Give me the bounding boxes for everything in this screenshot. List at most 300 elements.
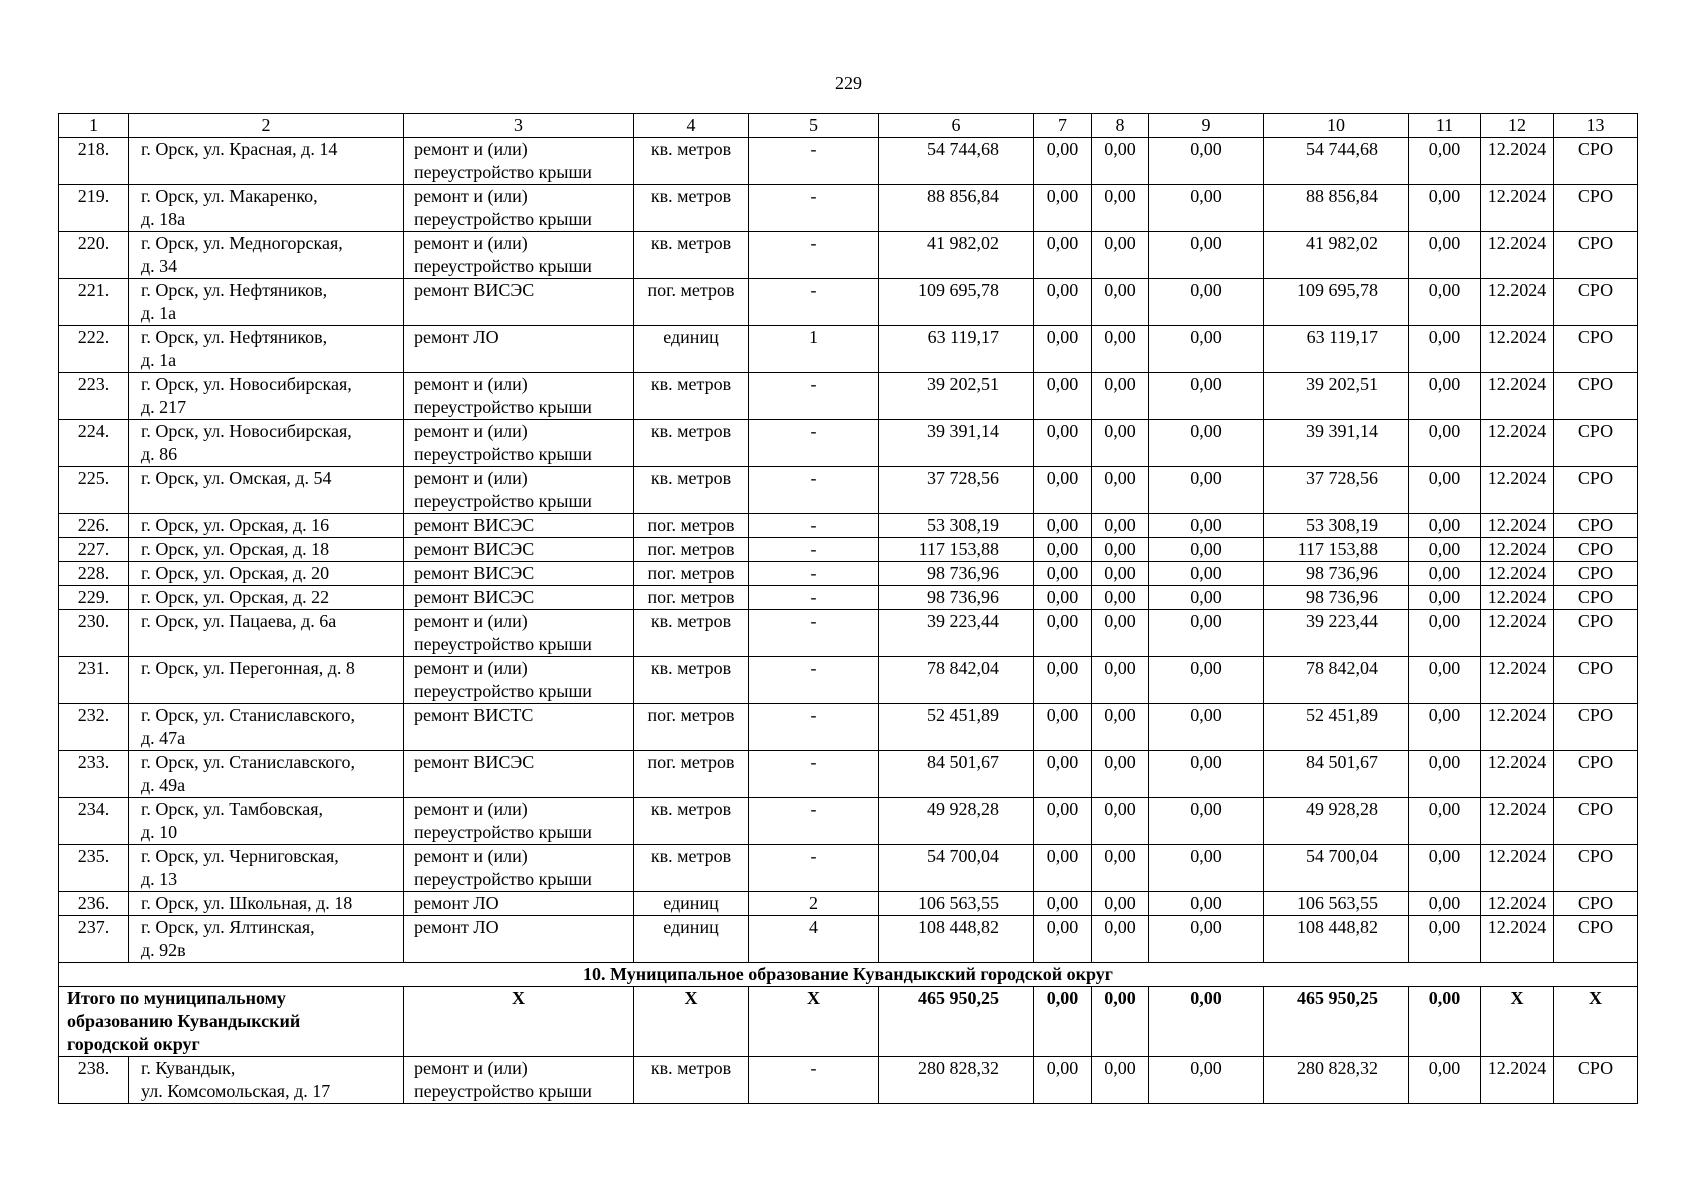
table-row xyxy=(59,232,1638,279)
total-cost-cell: 109 695,78 xyxy=(879,279,1034,326)
col9-cell: 0,00 xyxy=(1149,420,1264,467)
col9-cell: 0,00 xyxy=(1149,704,1264,751)
col9-cell: 0,00 xyxy=(1149,657,1264,704)
col11-cell: 0,00 xyxy=(1409,845,1481,892)
col8-cell: 0,00 xyxy=(1092,138,1149,185)
col7-cell: 0,00 xyxy=(1034,610,1092,657)
deadline-cell: 12.2024 xyxy=(1481,538,1554,562)
row-number: 224. xyxy=(59,420,129,467)
quantity-cell: - xyxy=(749,373,879,420)
col11-cell: 0,00 xyxy=(1409,538,1481,562)
unit-cell: кв. метров xyxy=(634,1057,749,1104)
total-cost-cell: 78 842,04 xyxy=(879,657,1034,704)
row-number: 227. xyxy=(59,538,129,562)
deadline-cell: 12.2024 xyxy=(1481,892,1554,916)
total-row xyxy=(59,987,1638,1057)
method-cell: СРО xyxy=(1554,514,1638,538)
method-cell: СРО xyxy=(1554,610,1638,657)
col9-cell: 0,00 xyxy=(1149,892,1264,916)
address-cell: г. Орск, ул. Тамбовская, д. 10 xyxy=(129,798,404,845)
method-cell: СРО xyxy=(1554,798,1638,845)
col7-cell: 0,00 xyxy=(1034,514,1092,538)
row-number: 237. xyxy=(59,916,129,963)
quantity-cell: - xyxy=(749,657,879,704)
quantity-cell: - xyxy=(749,751,879,798)
row-number: 235. xyxy=(59,845,129,892)
col7-cell: 0,00 xyxy=(1034,798,1092,845)
method-cell: СРО xyxy=(1554,326,1638,373)
unit-cell: кв. метров xyxy=(634,845,749,892)
work-type-cell: ремонт ЛО xyxy=(404,326,634,373)
quantity-cell: - xyxy=(749,538,879,562)
col11-cell: 0,00 xyxy=(1409,279,1481,326)
method-cell: СРО xyxy=(1554,845,1638,892)
address-cell: г. Орск, ул. Орская, д. 22 xyxy=(129,586,404,610)
deadline-cell: 12.2024 xyxy=(1481,845,1554,892)
deadline-cell: 12.2024 xyxy=(1481,916,1554,963)
work-type-cell: ремонт ВИСЭС xyxy=(404,514,634,538)
method-cell: СРО xyxy=(1554,373,1638,420)
method-cell: СРО xyxy=(1554,1057,1638,1104)
address-cell: г. Орск, ул. Школьная, д. 18 xyxy=(129,892,404,916)
unit-cell: кв. метров xyxy=(634,232,749,279)
col11-cell: 0,00 xyxy=(1409,892,1481,916)
unit-cell: кв. метров xyxy=(634,467,749,514)
col9-cell: 0,00 xyxy=(1149,562,1264,586)
table-row xyxy=(59,467,1638,514)
col7-cell: 0,00 xyxy=(1034,562,1092,586)
table-row xyxy=(59,610,1638,657)
total-cost-cell: 106 563,55 xyxy=(879,892,1034,916)
column-number-13: 13 xyxy=(1554,114,1638,138)
deadline-cell: 12.2024 xyxy=(1481,586,1554,610)
col10-cell: 63 119,17 xyxy=(1264,326,1409,373)
col9-cell: 0,00 xyxy=(1149,751,1264,798)
row-number: 236. xyxy=(59,892,129,916)
work-type-cell: ремонт и (или) переустройство крыши xyxy=(404,185,634,232)
table-row xyxy=(59,420,1638,467)
address-cell: г. Орск, ул. Новосибирская, д. 86 xyxy=(129,420,404,467)
col11-cell: 0,00 xyxy=(1409,420,1481,467)
col7-cell: 0,00 xyxy=(1034,185,1092,232)
col8-cell: 0,00 xyxy=(1092,467,1149,514)
method-cell: СРО xyxy=(1554,586,1638,610)
quantity-cell: - xyxy=(749,845,879,892)
table-row xyxy=(59,751,1638,798)
column-number-5: 5 xyxy=(749,114,879,138)
deadline-cell: 12.2024 xyxy=(1481,138,1554,185)
work-type-cell: ремонт ВИСЭС xyxy=(404,562,634,586)
work-type-cell: ремонт и (или) переустройство крыши xyxy=(404,420,634,467)
table-row xyxy=(59,562,1638,586)
col8-cell: 0,00 xyxy=(1092,1057,1149,1104)
work-type-cell: ремонт и (или) переустройство крыши xyxy=(404,467,634,514)
column-number-8: 8 xyxy=(1092,114,1149,138)
quantity-cell: - xyxy=(749,514,879,538)
row-number: 221. xyxy=(59,279,129,326)
total-cost-cell: 280 828,32 xyxy=(879,1057,1034,1104)
col8-cell: 0,00 xyxy=(1092,326,1149,373)
col8-cell: 0,00 xyxy=(1092,704,1149,751)
quantity-cell: - xyxy=(749,562,879,586)
total-col5: Х xyxy=(749,987,879,1057)
row-number: 232. xyxy=(59,704,129,751)
quantity-cell: - xyxy=(749,185,879,232)
deadline-cell: 12.2024 xyxy=(1481,1057,1554,1104)
col7-cell: 0,00 xyxy=(1034,892,1092,916)
total-cost-cell: 63 119,17 xyxy=(879,326,1034,373)
work-type-cell: ремонт ЛО xyxy=(404,892,634,916)
col9-cell: 0,00 xyxy=(1149,232,1264,279)
deadline-cell: 12.2024 xyxy=(1481,232,1554,279)
col11-cell: 0,00 xyxy=(1409,185,1481,232)
address-cell: г. Орск, ул. Перегонная, д. 8 xyxy=(129,657,404,704)
col8-cell: 0,00 xyxy=(1092,514,1149,538)
method-cell: СРО xyxy=(1554,892,1638,916)
column-number-11: 11 xyxy=(1409,114,1481,138)
col11-cell: 0,00 xyxy=(1409,138,1481,185)
deadline-cell: 12.2024 xyxy=(1481,657,1554,704)
column-number-7: 7 xyxy=(1034,114,1092,138)
deadline-cell: 12.2024 xyxy=(1481,514,1554,538)
total-col13: Х xyxy=(1554,987,1638,1057)
quantity-cell: - xyxy=(749,610,879,657)
row-number: 226. xyxy=(59,514,129,538)
col10-cell: 39 202,51 xyxy=(1264,373,1409,420)
total-cost-cell: 53 308,19 xyxy=(879,514,1034,538)
work-type-cell: ремонт ВИСЭС xyxy=(404,751,634,798)
row-number: 218. xyxy=(59,138,129,185)
unit-cell: кв. метров xyxy=(634,610,749,657)
unit-cell: кв. метров xyxy=(634,657,749,704)
method-cell: СРО xyxy=(1554,185,1638,232)
col7-cell: 0,00 xyxy=(1034,916,1092,963)
deadline-cell: 12.2024 xyxy=(1481,467,1554,514)
address-cell: г. Орск, ул. Медногорская, д. 34 xyxy=(129,232,404,279)
column-number-2: 2 xyxy=(129,114,404,138)
table-row xyxy=(59,704,1638,751)
section-heading-row xyxy=(59,963,1638,987)
col7-cell: 0,00 xyxy=(1034,138,1092,185)
address-cell: г. Орск, ул. Нефтяников, д. 1а xyxy=(129,326,404,373)
col10-cell: 84 501,67 xyxy=(1264,751,1409,798)
col11-cell: 0,00 xyxy=(1409,326,1481,373)
total-cost-cell: 54 700,04 xyxy=(879,845,1034,892)
col10-cell: 117 153,88 xyxy=(1264,538,1409,562)
col11-cell: 0,00 xyxy=(1409,467,1481,514)
section-heading: 10. Муниципальное образование Кувандыкский городской округ xyxy=(59,963,1638,987)
row-number: 222. xyxy=(59,326,129,373)
total-cost-cell: 49 928,28 xyxy=(879,798,1034,845)
total-label: Итого по муниципальному образованию Кувандыкский городской округ xyxy=(59,987,404,1057)
method-cell: СРО xyxy=(1554,657,1638,704)
col7-cell: 0,00 xyxy=(1034,279,1092,326)
col10-cell: 109 695,78 xyxy=(1264,279,1409,326)
col8-cell: 0,00 xyxy=(1092,845,1149,892)
col8-cell: 0,00 xyxy=(1092,562,1149,586)
deadline-cell: 12.2024 xyxy=(1481,185,1554,232)
col9-cell: 0,00 xyxy=(1149,610,1264,657)
deadline-cell: 12.2024 xyxy=(1481,751,1554,798)
col8-cell: 0,00 xyxy=(1092,657,1149,704)
quantity-cell: - xyxy=(749,798,879,845)
unit-cell: кв. метров xyxy=(634,185,749,232)
address-cell: г. Орск, ул. Ялтинская, д. 92в xyxy=(129,916,404,963)
total-col11: 0,00 xyxy=(1409,987,1481,1057)
work-type-cell: ремонт и (или) переустройство крыши xyxy=(404,798,634,845)
col7-cell: 0,00 xyxy=(1034,326,1092,373)
method-cell: СРО xyxy=(1554,232,1638,279)
quantity-cell: - xyxy=(749,279,879,326)
col7-cell: 0,00 xyxy=(1034,1057,1092,1104)
col10-cell: 39 391,14 xyxy=(1264,420,1409,467)
column-number-4: 4 xyxy=(634,114,749,138)
quantity-cell: - xyxy=(749,467,879,514)
method-cell: СРО xyxy=(1554,138,1638,185)
col10-cell: 98 736,96 xyxy=(1264,562,1409,586)
col11-cell: 0,00 xyxy=(1409,657,1481,704)
col8-cell: 0,00 xyxy=(1092,279,1149,326)
row-number: 228. xyxy=(59,562,129,586)
method-cell: СРО xyxy=(1554,562,1638,586)
col9-cell: 0,00 xyxy=(1149,798,1264,845)
work-type-cell: ремонт и (или) переустройство крыши xyxy=(404,1057,634,1104)
work-type-cell: ремонт ЛО xyxy=(404,916,634,963)
total-col8: 0,00 xyxy=(1092,987,1149,1057)
column-number-9: 9 xyxy=(1149,114,1264,138)
col7-cell: 0,00 xyxy=(1034,657,1092,704)
unit-cell: пог. метров xyxy=(634,279,749,326)
table-row xyxy=(59,185,1638,232)
unit-cell: пог. метров xyxy=(634,538,749,562)
address-cell: г. Орск, ул. Омская, д. 54 xyxy=(129,467,404,514)
col11-cell: 0,00 xyxy=(1409,751,1481,798)
total-col7: 0,00 xyxy=(1034,987,1092,1057)
col9-cell: 0,00 xyxy=(1149,138,1264,185)
total-cost-cell: 117 153,88 xyxy=(879,538,1034,562)
total-cost-cell: 41 982,02 xyxy=(879,232,1034,279)
col7-cell: 0,00 xyxy=(1034,704,1092,751)
total-cost-cell: 88 856,84 xyxy=(879,185,1034,232)
unit-cell: пог. метров xyxy=(634,751,749,798)
row-number: 230. xyxy=(59,610,129,657)
col8-cell: 0,00 xyxy=(1092,586,1149,610)
col10-cell: 280 828,32 xyxy=(1264,1057,1409,1104)
total-col9: 0,00 xyxy=(1149,987,1264,1057)
address-cell: г. Орск, ул. Пацаева, д. 6а xyxy=(129,610,404,657)
col8-cell: 0,00 xyxy=(1092,610,1149,657)
unit-cell: единиц xyxy=(634,326,749,373)
program-table xyxy=(58,113,1638,1104)
method-cell: СРО xyxy=(1554,467,1638,514)
deadline-cell: 12.2024 xyxy=(1481,326,1554,373)
deadline-cell: 12.2024 xyxy=(1481,610,1554,657)
total-col3: Х xyxy=(404,987,634,1057)
col9-cell: 0,00 xyxy=(1149,514,1264,538)
unit-cell: кв. метров xyxy=(634,373,749,420)
col7-cell: 0,00 xyxy=(1034,373,1092,420)
deadline-cell: 12.2024 xyxy=(1481,798,1554,845)
col7-cell: 0,00 xyxy=(1034,467,1092,514)
col8-cell: 0,00 xyxy=(1092,232,1149,279)
address-cell: г. Орск, ул. Орская, д. 16 xyxy=(129,514,404,538)
unit-cell: единиц xyxy=(634,892,749,916)
col9-cell: 0,00 xyxy=(1149,1057,1264,1104)
col7-cell: 0,00 xyxy=(1034,845,1092,892)
table-row xyxy=(59,138,1638,185)
row-number: 223. xyxy=(59,373,129,420)
quantity-cell: - xyxy=(749,232,879,279)
address-cell: г. Орск, ул. Орская, д. 20 xyxy=(129,562,404,586)
col10-cell: 37 728,56 xyxy=(1264,467,1409,514)
unit-cell: пог. метров xyxy=(634,562,749,586)
table-row xyxy=(59,514,1638,538)
row-number: 219. xyxy=(59,185,129,232)
column-number-10: 10 xyxy=(1264,114,1409,138)
total-col6: 465 950,25 xyxy=(879,987,1034,1057)
table-row xyxy=(59,279,1638,326)
table-row xyxy=(59,586,1638,610)
col8-cell: 0,00 xyxy=(1092,798,1149,845)
total-cost-cell: 37 728,56 xyxy=(879,467,1034,514)
col11-cell: 0,00 xyxy=(1409,373,1481,420)
col10-cell: 49 928,28 xyxy=(1264,798,1409,845)
col11-cell: 0,00 xyxy=(1409,586,1481,610)
col10-cell: 88 856,84 xyxy=(1264,185,1409,232)
total-cost-cell: 39 202,51 xyxy=(879,373,1034,420)
quantity-cell: - xyxy=(749,138,879,185)
column-number-1: 1 xyxy=(59,114,129,138)
col7-cell: 0,00 xyxy=(1034,538,1092,562)
unit-cell: кв. метров xyxy=(634,138,749,185)
address-cell: г. Орск, ул. Нефтяников, д. 1а xyxy=(129,279,404,326)
deadline-cell: 12.2024 xyxy=(1481,562,1554,586)
row-number: 220. xyxy=(59,232,129,279)
col10-cell: 39 223,44 xyxy=(1264,610,1409,657)
method-cell: СРО xyxy=(1554,916,1638,963)
quantity-cell: 4 xyxy=(749,916,879,963)
work-type-cell: ремонт ВИСТС xyxy=(404,704,634,751)
page-number: 229 xyxy=(835,73,862,93)
total-col4: Х xyxy=(634,987,749,1057)
address-cell: г. Кувандык, ул. Комсомольская, д. 17 xyxy=(129,1057,404,1104)
unit-cell: единиц xyxy=(634,916,749,963)
work-type-cell: ремонт ВИСЭС xyxy=(404,586,634,610)
unit-cell: пог. метров xyxy=(634,586,749,610)
column-number-6: 6 xyxy=(879,114,1034,138)
row-number: 233. xyxy=(59,751,129,798)
unit-cell: пог. метров xyxy=(634,704,749,751)
total-cost-cell: 98 736,96 xyxy=(879,562,1034,586)
row-number: 229. xyxy=(59,586,129,610)
col11-cell: 0,00 xyxy=(1409,704,1481,751)
col10-cell: 54 744,68 xyxy=(1264,138,1409,185)
quantity-cell: - xyxy=(749,420,879,467)
table-row xyxy=(59,798,1638,845)
total-cost-cell: 54 744,68 xyxy=(879,138,1034,185)
column-number-3: 3 xyxy=(404,114,634,138)
col10-cell: 106 563,55 xyxy=(1264,892,1409,916)
address-cell: г. Орск, ул. Черниговская, д. 13 xyxy=(129,845,404,892)
total-col10: 465 950,25 xyxy=(1264,987,1409,1057)
col11-cell: 0,00 xyxy=(1409,232,1481,279)
table-row xyxy=(59,657,1638,704)
work-type-cell: ремонт и (или) переустройство крыши xyxy=(404,232,634,279)
table-row xyxy=(59,845,1638,892)
quantity-cell: 1 xyxy=(749,326,879,373)
col9-cell: 0,00 xyxy=(1149,373,1264,420)
col9-cell: 0,00 xyxy=(1149,185,1264,232)
col10-cell: 108 448,82 xyxy=(1264,916,1409,963)
method-cell: СРО xyxy=(1554,420,1638,467)
deadline-cell: 12.2024 xyxy=(1481,373,1554,420)
col10-cell: 52 451,89 xyxy=(1264,704,1409,751)
work-type-cell: ремонт и (или) переустройство крыши xyxy=(404,373,634,420)
table-row xyxy=(59,892,1638,916)
quantity-cell: - xyxy=(749,1057,879,1104)
col9-cell: 0,00 xyxy=(1149,279,1264,326)
quantity-cell: - xyxy=(749,586,879,610)
col7-cell: 0,00 xyxy=(1034,586,1092,610)
col9-cell: 0,00 xyxy=(1149,916,1264,963)
col8-cell: 0,00 xyxy=(1092,538,1149,562)
row-number: 234. xyxy=(59,798,129,845)
row-number: 231. xyxy=(59,657,129,704)
col11-cell: 0,00 xyxy=(1409,514,1481,538)
table-body xyxy=(59,114,1638,1104)
col10-cell: 54 700,04 xyxy=(1264,845,1409,892)
method-cell: СРО xyxy=(1554,538,1638,562)
row-number: 225. xyxy=(59,467,129,514)
total-cost-cell: 52 451,89 xyxy=(879,704,1034,751)
col9-cell: 0,00 xyxy=(1149,538,1264,562)
col9-cell: 0,00 xyxy=(1149,467,1264,514)
column-number-row xyxy=(59,114,1638,138)
table-row xyxy=(59,1057,1638,1104)
address-cell: г. Орск, ул. Станиславского, д. 49а xyxy=(129,751,404,798)
method-cell: СРО xyxy=(1554,279,1638,326)
table-row xyxy=(59,326,1638,373)
col10-cell: 41 982,02 xyxy=(1264,232,1409,279)
col7-cell: 0,00 xyxy=(1034,232,1092,279)
quantity-cell: 2 xyxy=(749,892,879,916)
col8-cell: 0,00 xyxy=(1092,892,1149,916)
deadline-cell: 12.2024 xyxy=(1481,704,1554,751)
work-type-cell: ремонт ВИСЭС xyxy=(404,538,634,562)
col9-cell: 0,00 xyxy=(1149,586,1264,610)
work-type-cell: ремонт и (или) переустройство крыши xyxy=(404,845,634,892)
unit-cell: кв. метров xyxy=(634,420,749,467)
col10-cell: 98 736,96 xyxy=(1264,586,1409,610)
col11-cell: 0,00 xyxy=(1409,610,1481,657)
col8-cell: 0,00 xyxy=(1092,751,1149,798)
address-cell: г. Орск, ул. Красная, д. 14 xyxy=(129,138,404,185)
method-cell: СРО xyxy=(1554,751,1638,798)
col10-cell: 78 842,04 xyxy=(1264,657,1409,704)
col11-cell: 0,00 xyxy=(1409,798,1481,845)
total-cost-cell: 108 448,82 xyxy=(879,916,1034,963)
deadline-cell: 12.2024 xyxy=(1481,279,1554,326)
table-row xyxy=(59,916,1638,963)
row-number: 238. xyxy=(59,1057,129,1104)
col11-cell: 0,00 xyxy=(1409,916,1481,963)
total-cost-cell: 98 736,96 xyxy=(879,586,1034,610)
total-cost-cell: 39 223,44 xyxy=(879,610,1034,657)
address-cell: г. Орск, ул. Макаренко, д. 18а xyxy=(129,185,404,232)
work-type-cell: ремонт и (или) переустройство крыши xyxy=(404,657,634,704)
total-col12: Х xyxy=(1481,987,1554,1057)
method-cell: СРО xyxy=(1554,704,1638,751)
